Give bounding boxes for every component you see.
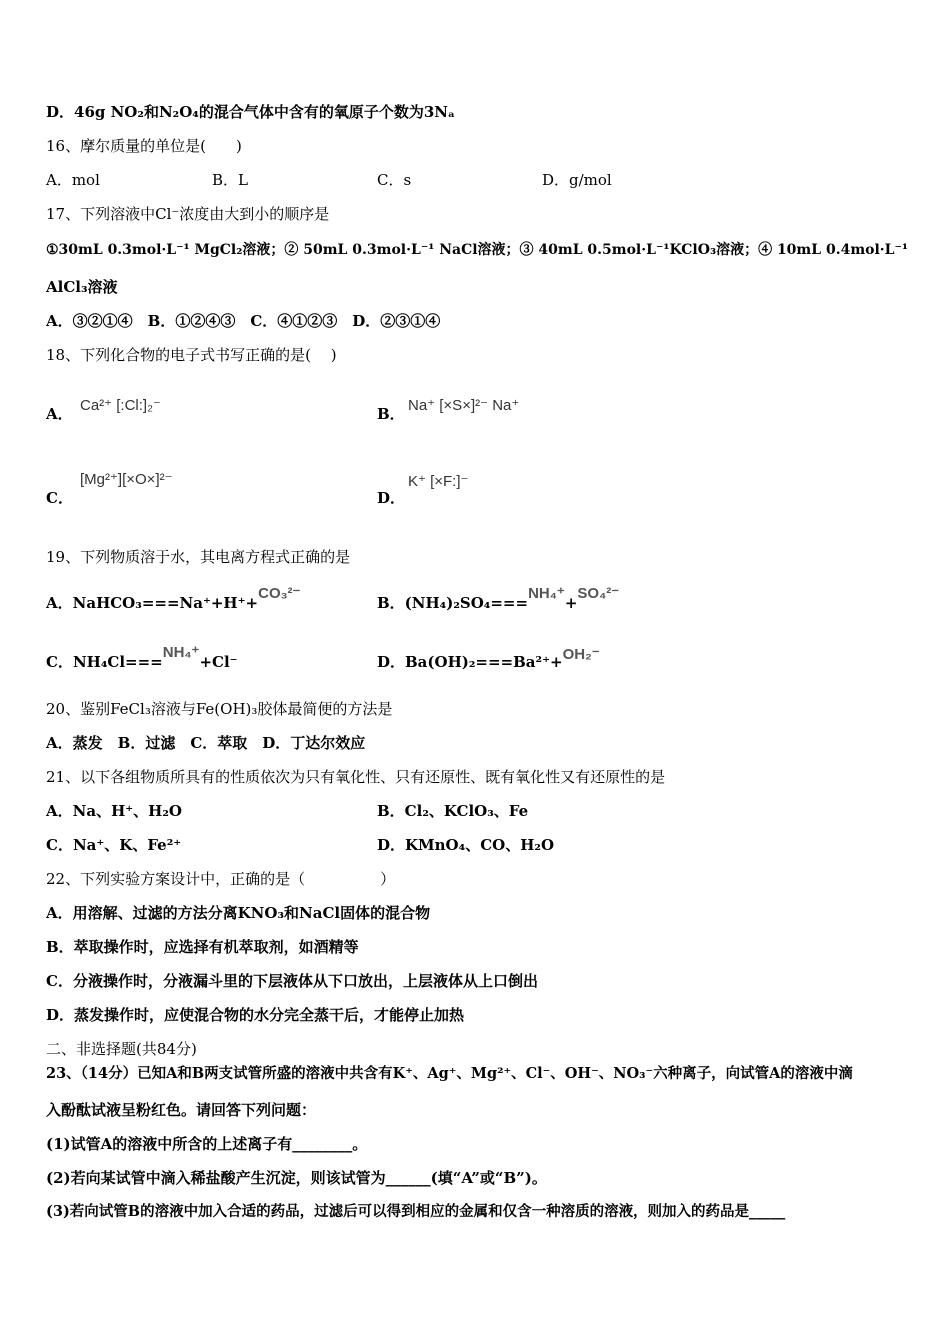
q16-option-a: A．mol [46,171,100,189]
q18-formula-b: Na⁺ [×S×]²⁻ Na⁺ [408,397,520,414]
q18-formula-d: K⁺ [×F:]⁻ [408,473,469,490]
section2-title: 二、非选择题(共84分) [46,1040,197,1058]
q19-option-c-ion: NH₄⁺ [162,644,200,661]
q21-option-d: D．KMnO₄、CO、H₂O [377,836,555,854]
q19-option-c-text2: +Cl⁻ [199,653,238,671]
q19-option-b-plus: + [564,594,578,612]
q19-option-d [377,646,600,673]
q16-option-b: B．L [212,171,248,189]
q23-stem-line1: 23、（14分）已知A和B两支试管所盛的溶液中共含有K⁺、Ag⁺、Mg²⁺、Cl⁻、OH⁻、NO₃⁻六种离子，向试管A的溶液中滴 [46,1065,853,1082]
q16-stem: 16、摩尔质量的单位是( ) [46,137,242,155]
q21-option-a: A．Na、H⁺、H₂O [46,802,182,820]
q19-option-c-text: C．NH₄Cl=== [46,653,163,671]
q19-option-d-text: D．Ba(OH)₂===Ba²⁺+ [377,653,563,671]
q22-option-a: A．用溶解、过滤的方法分离KNO₃和NaCl固体的混合物 [46,904,431,922]
q20-options: A．蒸发 B．过滤 C．萃取 D．丁达尔效应 [46,734,366,752]
q18-stem: 18、下列化合物的电子式书写正确的是( ) [46,346,337,364]
q15-option-d: D．46g NO₂和N₂O₄的混合气体中含有的氧原子个数为3Nₐ [46,103,455,121]
q18-formula-a: Ca²⁺ [:Cl:]₂⁻ [80,397,161,414]
q18-label-c: C． [46,489,73,507]
q23-part3: (3)若向试管B的溶液中加入合适的药品，过滤后可以得到相应的金属和仅含一种溶质的溶液，则加入的药品是_____ [46,1203,786,1220]
q21-stem: 21、以下各组物质所具有的性质依次为只有氧化性、只有还原性、既有氧化性又有还原性的是 [46,768,666,786]
q19-option-b-ion2: SO₄²⁻ [577,585,620,602]
q18-label-d: D． [377,489,406,507]
q19-option-b-ion1: NH₄⁺ [528,585,565,602]
q22-stem: 22、下列实验方案设计中，正确的是（ ） [46,870,396,888]
q18-label-a: A． [46,405,73,423]
q19-option-b [377,585,620,614]
q17-options: A．③②①④ B．①②④③ C．④①②③ D．②③①④ [46,312,441,330]
q18-formula-c: [Mg²⁺][×O×]²⁻ [80,471,173,488]
q21-option-b: B．Cl₂、KClO₃、Fe [377,802,529,820]
q17-line2: AlCl₃溶液 [46,278,118,296]
q19-option-a-text: A．NaHCO₃===Na⁺+H⁺+ [46,594,259,612]
q17-line1: ①30mL 0.3mol·L⁻¹ MgCl₂溶液；② 50mL 0.3mol·L⁻¹ NaCl溶液；③ 40mL 0.5mol·L⁻¹KClO₃溶液；④ 10mL 0.4mol·L⁻¹ [46,242,909,258]
q19-option-d-ion: OH₂⁻ [562,646,600,663]
q16-option-d: D．g/mol [542,171,612,189]
q22-option-b: B．萃取操作时，应选择有机萃取剂，如酒精等 [46,938,359,956]
q17-stem: 17、下列溶液中Cl⁻浓度由大到小的顺序是 [46,205,330,223]
q23-part2: (2)若向某试管中滴入稀盐酸产生沉淀，则该试管为______(填“A”或“B”)。 [46,1169,547,1187]
q20-stem: 20、鉴别FeCl₃溶液与Fe(OH)₃胶体最简便的方法是 [46,700,393,718]
q19-option-a [46,585,301,614]
q21-option-c: C．Na⁺、K、Fe²⁺ [46,836,182,854]
q18-label-b: B． [377,405,405,423]
q19-option-a-ion: CO₃²⁻ [258,585,301,602]
q23-stem-line2: 入酚酞试液呈粉红色。请回答下列问题： [46,1101,317,1119]
q19-option-c [46,644,238,673]
q19-stem: 19、下列物质溶于水，其电离方程式正确的是 [46,548,351,566]
q22-option-c: C．分液操作时，分液漏斗里的下层液体从下口放出，上层液体从上口倒出 [46,972,538,990]
q19-option-b-text: B．(NH₄)₂SO₄=== [377,594,529,612]
q16-option-c: C．s [377,171,412,189]
q23-part1: (1)试管A的溶液中所含的上述离子有________。 [46,1135,368,1153]
q22-option-d: D．蒸发操作时，应使混合物的水分完全蒸干后，才能停止加热 [46,1006,465,1024]
